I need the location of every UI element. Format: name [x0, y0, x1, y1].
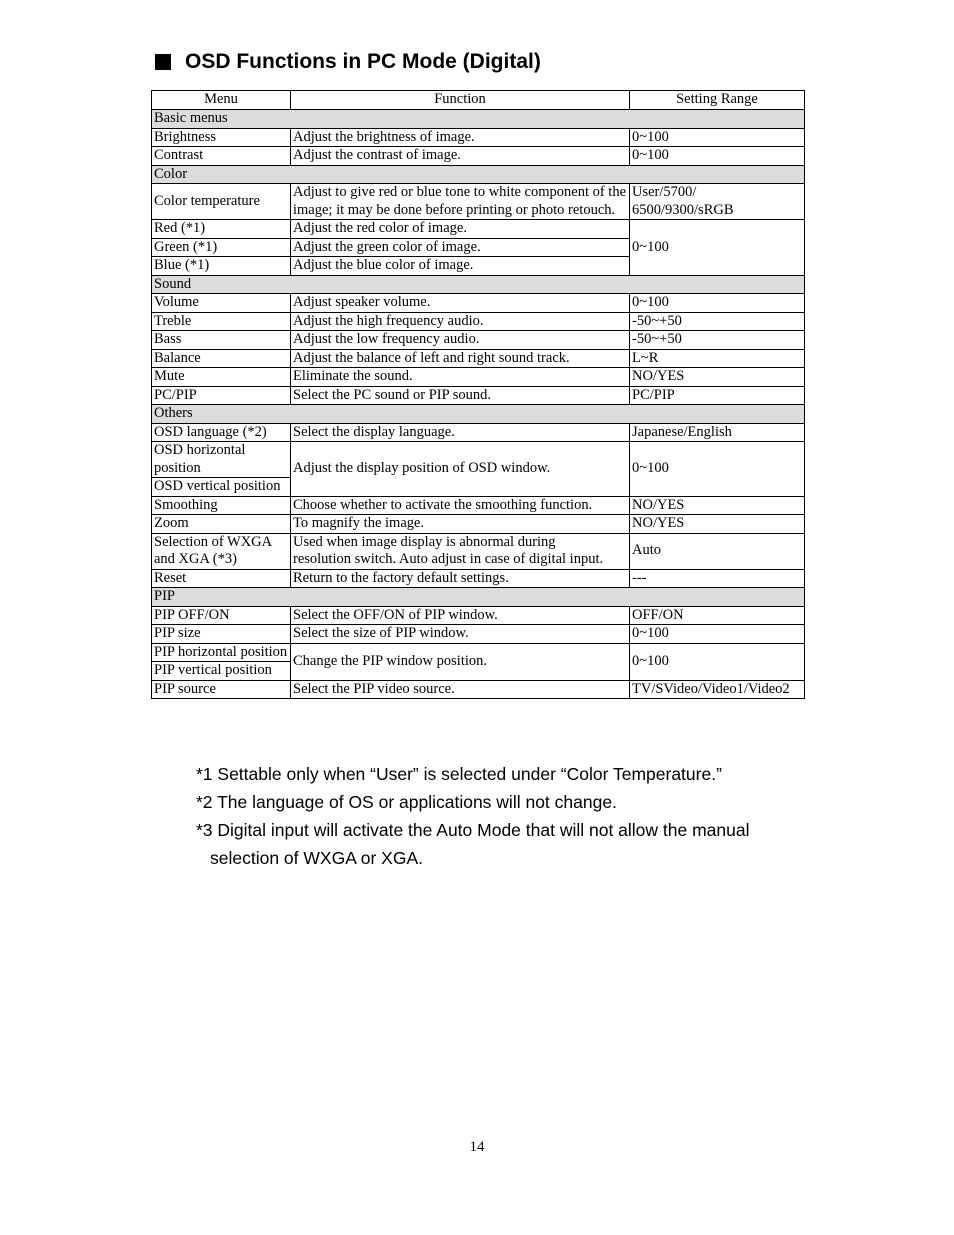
- range-cell: TV/SVideo/Video1/Video2: [630, 680, 805, 699]
- function-cell: Adjust to give red or blue tone to white component of the image; it may be done before printing or photo retouch.: [291, 184, 630, 220]
- range-cell: 0~100: [630, 220, 805, 276]
- column-header-function: Function: [291, 91, 630, 110]
- range-line: 6500/9300/sRGB: [632, 201, 734, 218]
- function-line: resolution switch. Auto adjust in case of digital input.: [293, 551, 604, 567]
- section-label: Sound: [152, 275, 805, 294]
- function-cell: Choose whether to activate the smoothing function.: [291, 496, 630, 515]
- menu-line: and XGA (*3): [154, 551, 237, 567]
- table-row: [152, 442, 805, 478]
- range-cell: ---: [630, 569, 805, 588]
- table-row: [152, 294, 805, 313]
- function-cell: Adjust the display position of OSD window.: [291, 442, 630, 497]
- table-row: [152, 515, 805, 534]
- column-header-setting-range: Setting Range: [630, 91, 805, 110]
- function-cell: Select the PIP video source.: [291, 680, 630, 699]
- range-cell: NO/YES: [630, 515, 805, 534]
- function-cell: [291, 533, 630, 569]
- function-cell: Select the OFF/ON of PIP window.: [291, 606, 630, 625]
- heading-text: OSD Functions in PC Mode (Digital): [185, 50, 541, 73]
- footnote-1: *1 Settable only when “User” is selected under “Color Temperature.”: [196, 764, 722, 784]
- table-row: [152, 569, 805, 588]
- menu-cell: Color temperature: [152, 184, 291, 220]
- function-cell: Adjust the contrast of image.: [291, 147, 630, 166]
- menu-cell: PIP OFF/ON: [152, 606, 291, 625]
- range-cell: Auto: [630, 533, 805, 569]
- table-row: [152, 625, 805, 644]
- menu-cell: PIP source: [152, 680, 291, 699]
- function-line: Used when image display is abnormal during: [293, 533, 556, 550]
- function-cell: Select the PC sound or PIP sound.: [291, 386, 630, 405]
- osd-functions-table: [151, 90, 805, 699]
- range-cell: L~R: [630, 349, 805, 368]
- menu-cell: Zoom: [152, 515, 291, 534]
- menu-cell: OSD vertical position: [152, 478, 291, 497]
- section-label: Others: [152, 405, 805, 424]
- range-cell: PC/PIP: [630, 386, 805, 405]
- range-cell: 0~100: [630, 643, 805, 680]
- menu-cell: Mute: [152, 368, 291, 387]
- table-row: [152, 368, 805, 387]
- table-row: [152, 147, 805, 166]
- section-label: PIP: [152, 588, 805, 607]
- menu-cell: OSD language (*2): [152, 423, 291, 442]
- menu-cell: Bass: [152, 331, 291, 350]
- range-cell: 0~100: [630, 294, 805, 313]
- section-heading: [155, 47, 541, 77]
- function-cell: Adjust the blue color of image.: [291, 257, 630, 276]
- footnote-3-continued: selection of WXGA or XGA.: [210, 848, 423, 868]
- footnotes: [196, 760, 836, 872]
- section-row-color: [152, 165, 805, 184]
- menu-cell: Volume: [152, 294, 291, 313]
- range-cell: [630, 184, 805, 220]
- table-row: [152, 680, 805, 699]
- table-row: [152, 386, 805, 405]
- menu-cell: Treble: [152, 312, 291, 331]
- function-cell: Select the display language.: [291, 423, 630, 442]
- menu-cell: Balance: [152, 349, 291, 368]
- function-cell: Adjust the balance of left and right sound track.: [291, 349, 630, 368]
- function-cell: Adjust the high frequency audio.: [291, 312, 630, 331]
- table-row: [152, 349, 805, 368]
- footnote-3: *3 Digital input will activate the Auto Mode that will not allow the manual: [196, 820, 750, 840]
- menu-cell: PC/PIP: [152, 386, 291, 405]
- menu-line: Selection of WXGA: [154, 533, 273, 550]
- table-row: [152, 312, 805, 331]
- table-row: [152, 331, 805, 350]
- menu-cell: Reset: [152, 569, 291, 588]
- table-row: [152, 220, 805, 239]
- menu-cell: Smoothing: [152, 496, 291, 515]
- section-label: Color: [152, 165, 805, 184]
- square-bullet-icon: [155, 54, 171, 70]
- range-cell: -50~+50: [630, 331, 805, 350]
- menu-cell: OSD horizontal position: [152, 442, 291, 478]
- function-cell: To magnify the image.: [291, 515, 630, 534]
- range-cell: NO/YES: [630, 368, 805, 387]
- menu-cell: [152, 533, 291, 569]
- table-row: [152, 533, 805, 569]
- menu-cell: Blue (*1): [152, 257, 291, 276]
- section-row-others: [152, 405, 805, 424]
- function-cell: Change the PIP window position.: [291, 643, 630, 680]
- range-cell: Japanese/English: [630, 423, 805, 442]
- section-row-basic: [152, 110, 805, 129]
- table-header-row: [152, 91, 805, 110]
- range-cell: 0~100: [630, 442, 805, 497]
- table-row: [152, 423, 805, 442]
- table-row: [152, 496, 805, 515]
- table-row: [152, 606, 805, 625]
- menu-cell: Contrast: [152, 147, 291, 166]
- section-row-sound: [152, 275, 805, 294]
- range-cell: NO/YES: [630, 496, 805, 515]
- menu-cell: PIP vertical position: [152, 662, 291, 681]
- page-number: 14: [469, 1139, 485, 1155]
- function-cell: Adjust speaker volume.: [291, 294, 630, 313]
- function-cell: Adjust the red color of image.: [291, 220, 630, 239]
- range-cell: 0~100: [630, 128, 805, 147]
- menu-cell: PIP size: [152, 625, 291, 644]
- menu-cell: Green (*1): [152, 238, 291, 257]
- function-cell: Adjust the low frequency audio.: [291, 331, 630, 350]
- menu-cell: PIP horizontal position: [152, 643, 291, 662]
- function-cell: Select the size of PIP window.: [291, 625, 630, 644]
- footnote-2: *2 The language of OS or applications will not change.: [196, 792, 617, 812]
- range-cell: 0~100: [630, 147, 805, 166]
- range-line: User/5700/: [632, 184, 697, 200]
- function-cell: Adjust the green color of image.: [291, 238, 630, 257]
- table-row: [152, 184, 805, 220]
- column-header-menu: Menu: [152, 91, 291, 110]
- table-row: [152, 643, 805, 662]
- table-row: [152, 128, 805, 147]
- function-cell: Return to the factory default settings.: [291, 569, 630, 588]
- section-row-pip: [152, 588, 805, 607]
- function-cell: Adjust the brightness of image.: [291, 128, 630, 147]
- menu-cell: Red (*1): [152, 220, 291, 239]
- range-cell: 0~100: [630, 625, 805, 644]
- function-cell: Eliminate the sound.: [291, 368, 630, 387]
- menu-cell: Brightness: [152, 128, 291, 147]
- range-cell: OFF/ON: [630, 606, 805, 625]
- range-cell: -50~+50: [630, 312, 805, 331]
- section-label: Basic menus: [152, 110, 805, 129]
